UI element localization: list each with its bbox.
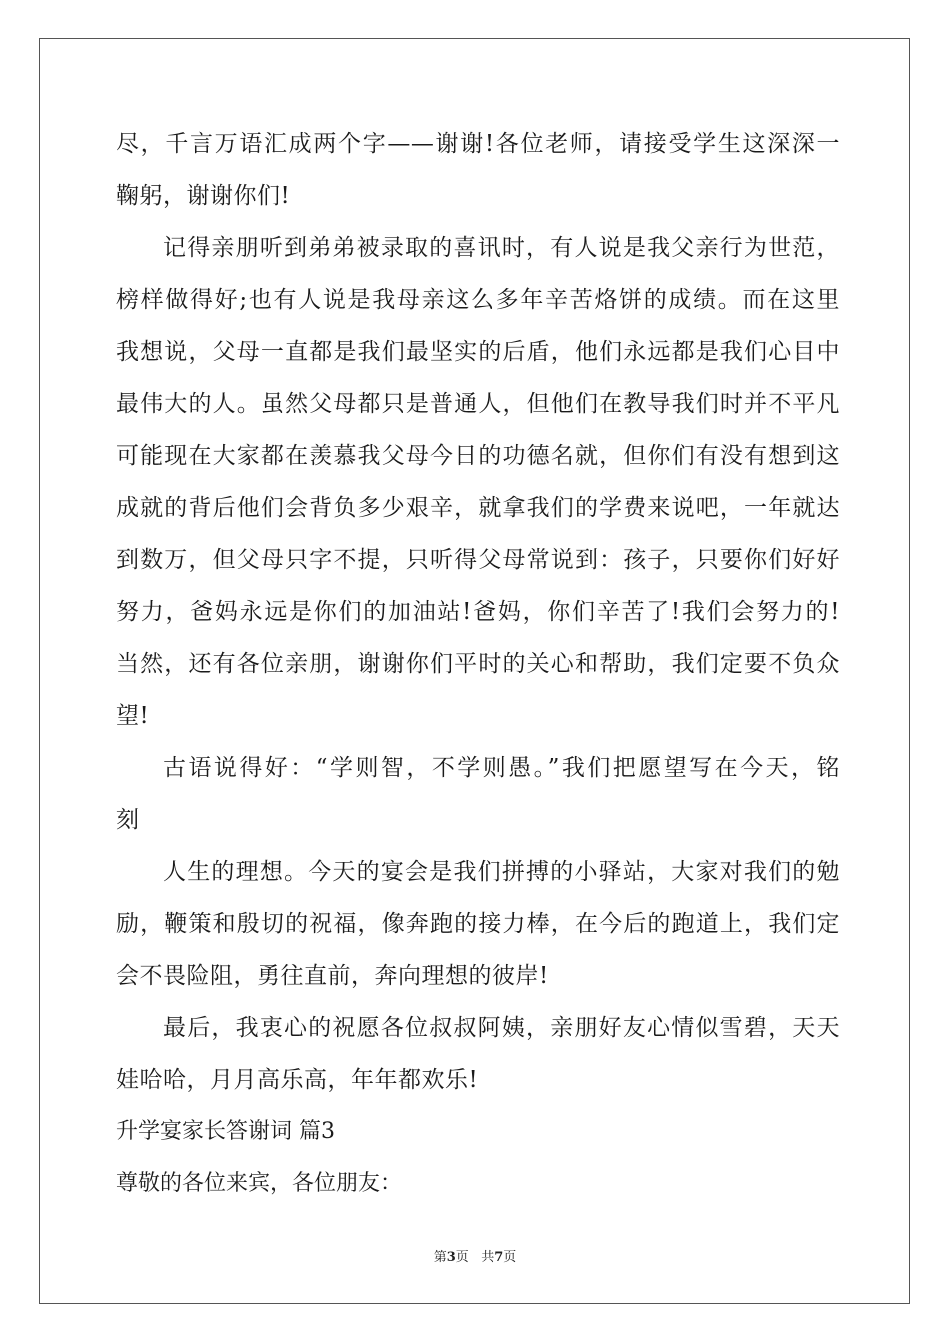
text-line: 会不畏险阻，勇往直前，奔向理想的彼岸! [116,963,549,989]
text-line: 励，鞭策和殷切的祝福，像奔跑的接力棒，在今后的跑道上，我们定 [116,911,840,937]
text-line: 古语说得好：“学则智，不学则愚。”我们把愿望写在今天，铭 [163,755,840,781]
footer-total-suffix: 页 [503,1250,517,1265]
text-line: 记得亲朋听到弟弟被录取的喜讯时，有人说是我父亲行为世范， [163,235,840,261]
text-line: 成就的背后他们会背负多少艰辛，就拿我们的学费来说吧，一年就达 [116,495,840,521]
total-pages-number: 7 [494,1250,504,1265]
text-line: 最后，我衷心的祝愿各位叔叔阿姨，亲朋好友心情似雪碧，天天 [163,1015,840,1041]
footer-page-word: 页 [455,1250,469,1265]
footer-prefix: 第 [433,1250,447,1265]
current-page-number: 3 [446,1250,456,1265]
text-line: 可能现在大家都在羡慕我父母今日的功德名就，但你们有没有想到这 [116,443,840,469]
text-line: 人生的理想。今天的宴会是我们拼搏的小驿站，大家对我们的勉 [163,859,840,885]
section-title: 升学宴家长答谢词 篇3 [116,1119,335,1144]
text-line: 榜样做得好;也有人说是我母亲这么多年辛苦烙饼的成绩。而在这里 [116,287,840,313]
footer-total-prefix: 共 [481,1250,495,1265]
text-line: 到数万，但父母只字不提，只听得父母常说到：孩子，只要你们好好 [116,547,840,573]
text-line: 望! [116,703,150,729]
text-line: 刻 [116,807,140,833]
text-line: 我想说，父母一直都是我们最坚实的后盾，他们永远都是我们心目中 [116,339,840,365]
text-line: 当然，还有各位亲朋，谢谢你们平时的关心和帮助，我们定要不负众 [116,651,840,677]
text-line: 娃哈哈，月月高乐高，年年都欢乐! [116,1067,479,1093]
text-line: 最伟大的人。虽然父母都只是普通人，但他们在教导我们时并不平凡 [116,391,840,417]
text-line: 努力，爸妈永远是你们的加油站!爸妈，你们辛苦了!我们会努力的! [116,599,840,625]
text-line: 尽，千言万语汇成两个字——谢谢!各位老师，请接受学生这深深一 [116,131,840,157]
salutation: 尊敬的各位来宾，各位朋友： [116,1171,403,1196]
text-line: 鞠躬，谢谢你们! [116,183,291,209]
document-body [116,118,840,1210]
page-footer [0,1246,950,1265]
